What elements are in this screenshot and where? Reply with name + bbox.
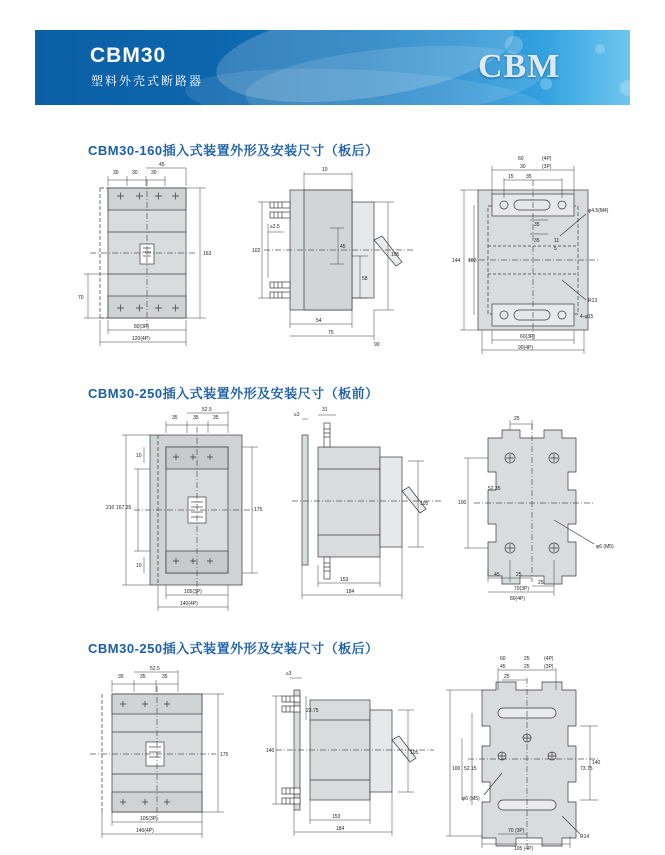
svg-text:140(4P): 140(4P): [136, 828, 154, 834]
svg-text:10: 10: [136, 453, 142, 459]
svg-text:90(4P): 90(4P): [518, 345, 534, 351]
svg-text:≥2.5: ≥2.5: [270, 224, 280, 230]
svg-text:140: 140: [266, 748, 275, 754]
svg-text:R14: R14: [580, 834, 590, 840]
svg-text:35: 35: [118, 674, 124, 680]
brand-logo: [462, 38, 612, 98]
svg-text:105: 105: [391, 252, 400, 258]
svg-text:23.75: 23.75: [306, 708, 319, 714]
svg-text:10: 10: [136, 563, 142, 569]
svg-text:153: 153: [332, 814, 341, 820]
svg-text:73.75: 73.75: [580, 766, 593, 772]
svg-text:11: 11: [554, 238, 560, 244]
drawing-cbm30-250-front-panel-front-view: [30, 405, 270, 620]
svg-text:R13: R13: [588, 298, 598, 304]
svg-text:105: 105: [420, 501, 429, 507]
svg-text:4-φ15: 4-φ15: [580, 314, 594, 320]
svg-text:φ6 (M5): φ6 (M5): [596, 544, 614, 550]
drawing-cbm30-250-rear-panel-side-view: [262, 662, 457, 842]
svg-text:(3P): (3P): [544, 664, 554, 670]
svg-text:30: 30: [113, 170, 119, 176]
svg-text:31: 31: [322, 407, 328, 413]
svg-text:175: 175: [254, 507, 263, 513]
section-title-2: CBM30-250插入式装置外形及安装尺寸（板前）: [88, 386, 379, 401]
svg-text:58: 58: [362, 276, 368, 282]
svg-text:175: 175: [220, 752, 229, 758]
svg-text:45: 45: [500, 664, 506, 670]
svg-text:φ6 (M5): φ6 (M5): [462, 796, 480, 802]
svg-text:35: 35: [172, 415, 178, 421]
svg-text:75: 75: [328, 330, 334, 336]
page-header-banner: [35, 30, 630, 105]
svg-text:30: 30: [520, 164, 526, 170]
svg-text:105: 105: [410, 750, 419, 756]
svg-text:100: 100: [452, 766, 461, 772]
svg-text:5: 5: [554, 246, 557, 252]
svg-text:(4P): (4P): [542, 156, 552, 162]
svg-text:153: 153: [340, 577, 349, 583]
svg-text:(4P): (4P): [544, 656, 554, 662]
svg-text:60: 60: [518, 156, 524, 162]
drawing-cbm30-160-front-view: [60, 160, 270, 360]
svg-text:52.35: 52.35: [488, 486, 501, 492]
svg-text:105(3P): 105(3P): [140, 816, 158, 822]
drawing-cbm30-250-rear-panel-mounting-view: [440, 648, 650, 853]
svg-text:45: 45: [494, 572, 500, 578]
svg-text:60(3P): 60(3P): [520, 334, 536, 340]
svg-text:184: 184: [346, 589, 355, 595]
svg-text:70 (3P): 70 (3P): [508, 828, 525, 834]
svg-text:(3P): (3P): [542, 164, 552, 170]
svg-text:25: 25: [524, 656, 530, 662]
banner-bubble-4: [620, 80, 630, 96]
svg-text:210: 210: [106, 505, 115, 511]
svg-text:10: 10: [322, 167, 328, 173]
svg-text:45: 45: [159, 162, 165, 168]
drawing-cbm30-250-front-panel-mounting-view: [448, 400, 648, 605]
svg-text:30: 30: [132, 170, 138, 176]
svg-text:54: 54: [316, 318, 322, 324]
svg-text:35: 35: [213, 415, 219, 421]
svg-text:35: 35: [162, 674, 168, 680]
svg-text:52.5: 52.5: [202, 407, 212, 413]
svg-text:140(4P): 140(4P): [180, 601, 198, 607]
svg-text:30: 30: [151, 170, 157, 176]
svg-text:φ4.5(M4): φ4.5(M4): [588, 208, 609, 214]
svg-text:184: 184: [336, 826, 345, 832]
drawing-cbm30-250-rear-panel-front-view: [60, 662, 275, 842]
svg-text:80(4P): 80(4P): [510, 596, 526, 602]
svg-text:35: 35: [534, 222, 540, 228]
svg-text:35: 35: [526, 174, 532, 180]
section-title-1: CBM30-160插入式装置外形及安装尺寸（板后）: [88, 143, 379, 158]
svg-text:105 (4P): 105 (4P): [514, 846, 534, 852]
svg-text:25: 25: [514, 416, 520, 422]
svg-text:140: 140: [592, 760, 601, 766]
svg-text:52.5: 52.5: [150, 666, 160, 672]
svg-text:90: 90: [374, 342, 380, 348]
svg-text:102: 102: [252, 248, 261, 254]
svg-text:35: 35: [193, 415, 199, 421]
page-subtitle: 塑料外壳式断路器: [91, 74, 204, 88]
svg-text:70: 70: [78, 295, 84, 301]
drawing-cbm30-250-front-panel-side-view: [272, 405, 462, 605]
svg-text:100: 100: [458, 500, 467, 506]
svg-text:144: 144: [452, 258, 461, 264]
svg-text:105(3P): 105(3P): [184, 589, 202, 595]
svg-text:25: 25: [524, 664, 530, 670]
drawing-cbm30-160-mounting-view: [430, 150, 645, 365]
svg-text:35: 35: [534, 238, 540, 244]
page-title: CBM30: [90, 44, 167, 67]
svg-text:45: 45: [340, 244, 346, 250]
svg-text:80(3P): 80(3P): [134, 324, 150, 330]
svg-text:25: 25: [516, 572, 522, 578]
svg-text:≥3: ≥3: [286, 671, 292, 677]
svg-text:120(4P): 120(4P): [132, 336, 150, 342]
svg-text:≥3: ≥3: [294, 412, 300, 418]
svg-text:60: 60: [500, 656, 506, 662]
svg-text:167.35: 167.35: [116, 505, 132, 511]
svg-text:52.15: 52.15: [464, 766, 477, 772]
svg-text:15: 15: [508, 174, 514, 180]
brand-logo-text: CBM: [478, 48, 561, 85]
svg-text:25: 25: [538, 580, 544, 586]
svg-text:25: 25: [504, 674, 510, 680]
svg-text:102: 102: [468, 258, 477, 264]
drawing-cbm30-160-side-view: [248, 160, 433, 360]
section-title-3: CBM30-250插入式装置外形及安装尺寸（板后）: [88, 641, 379, 656]
svg-text:163: 163: [203, 251, 212, 257]
svg-text:35: 35: [140, 674, 146, 680]
svg-text:70(3P): 70(3P): [514, 586, 530, 592]
